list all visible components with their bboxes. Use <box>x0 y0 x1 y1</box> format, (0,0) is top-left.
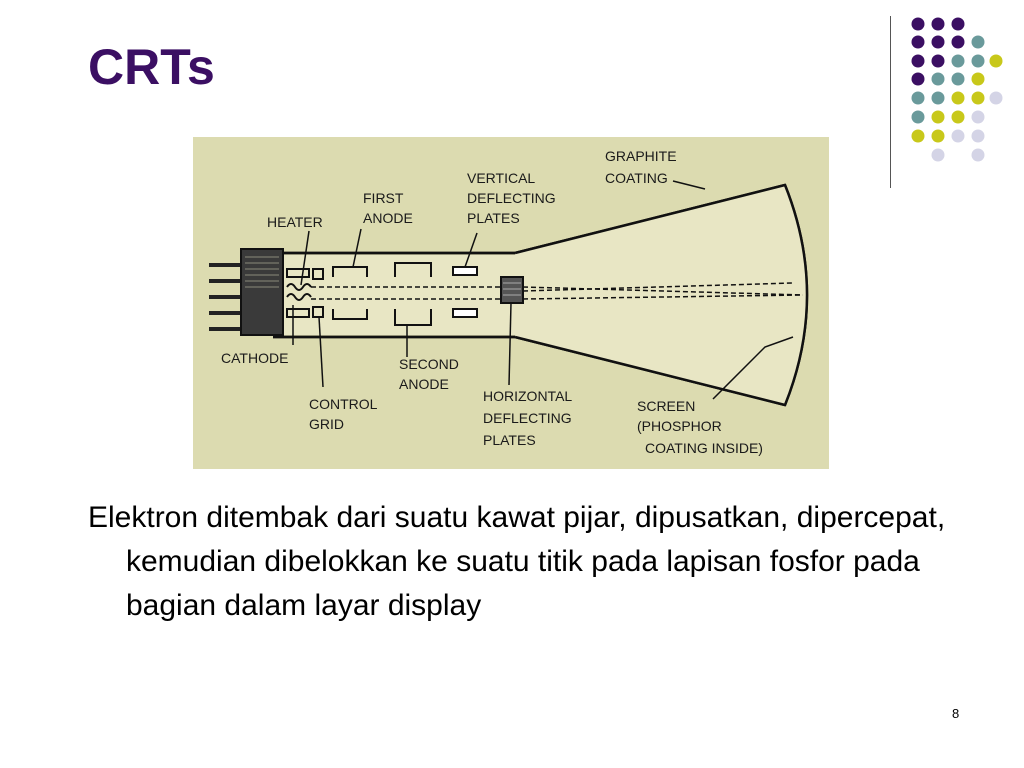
label-graphite-1: GRAPHITE <box>605 148 677 164</box>
label-first-anode-1: FIRST <box>363 190 404 206</box>
body-paragraph <box>88 496 948 628</box>
label-screen-1: SCREEN <box>637 398 696 414</box>
label-vertical-3: PLATES <box>467 210 520 226</box>
label-screen-2: (PHOSPHOR <box>637 418 722 434</box>
vertical-plate-bottom <box>453 309 477 317</box>
label-horizontal-3: PLATES <box>483 432 536 448</box>
label-second-1: SECOND <box>399 356 459 372</box>
label-first-anode-2: ANODE <box>363 210 413 226</box>
slide-title: CRTs <box>88 39 215 95</box>
label-cathode: CATHODE <box>221 350 289 366</box>
base-pins <box>209 265 243 329</box>
tube-base <box>241 249 283 335</box>
label-horizontal-2: DEFLECTING <box>483 410 572 426</box>
label-horizontal-1: HORIZONTAL <box>483 388 573 404</box>
crt-diagram <box>193 137 829 469</box>
label-screen-3: COATING INSIDE) <box>645 440 763 456</box>
label-graphite-2: COATING <box>605 170 668 186</box>
label-control-2: GRID <box>309 416 344 432</box>
horizontal-plates <box>501 277 523 303</box>
crt-diagram-drawing <box>193 137 829 469</box>
vertical-plate-top <box>453 267 477 275</box>
label-vertical-1: VERTICAL <box>467 170 536 186</box>
page-number: 8 <box>952 706 960 721</box>
body-text: Elektron ditembak dari suatu kawat pijar, dipusatkan, dipercepat, kemudian dibelokkan ke suatu titik pada lapisan fosfor pada bagian dalam layar display <box>88 501 946 622</box>
dot-pattern <box>912 18 1003 162</box>
label-second-2: ANODE <box>399 376 449 392</box>
label-heater: HEATER <box>267 214 323 230</box>
label-vertical-2: DEFLECTING <box>467 190 556 206</box>
label-control-1: CONTROL <box>309 396 378 412</box>
